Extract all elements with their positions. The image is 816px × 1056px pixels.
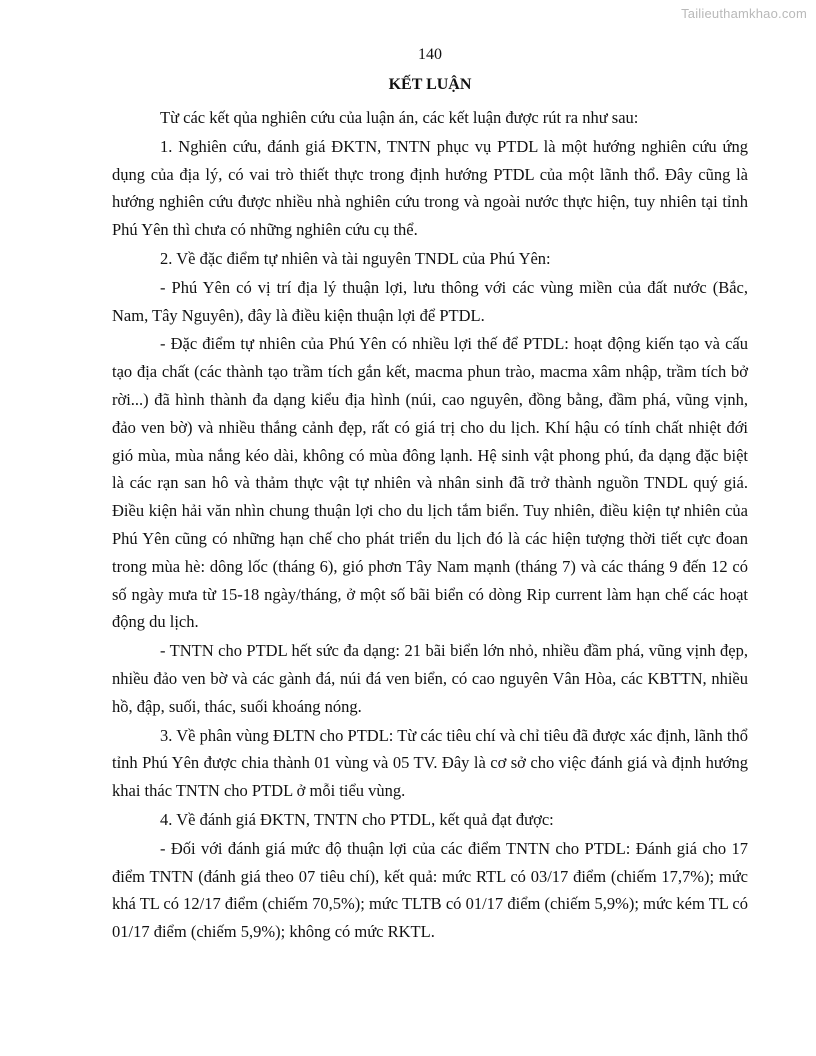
paragraph-conclusion-3: 3. Về phân vùng ĐLTN cho PTDL: Từ các tiêu chí và chỉ tiêu đã được xác định, lãnh thổ tỉnh Phú Yên được chia thành 01 vùng và 05 TV. Đây là cơ sở cho việc đánh giá và định hướng khai thác TNTN cho PTDL ở mỗi tiểu vùng.	[112, 725, 748, 801]
paragraph-natural-features: - Đặc điểm tự nhiên của Phú Yên có nhiều lợi thế để PTDL: hoạt động kiến tạo và cấu tạo địa chất (các thành tạo trầm tích gắn kết, macma phun trào, macma xâm nhập, trầm tích bở rời...) đã hình thành đa dạng kiểu địa hình (núi, cao nguyên, đồng bằng, đầm phá, vũng vịnh, đảo ven bờ) và nhiều thắng cảnh đẹp, rất có giá trị cho du lịch. Khí hậu có tính chất nhiệt đới gió mùa, mùa nắng kéo dài, không có mùa đông lạnh. Hệ sinh vật phong phú, đa dạng đặc biệt là các rạn san hô và thảm thực vật tự nhiên và nhân sinh đã trở thành nguồn TNDL quý giá. Điều kiện hải văn nhìn chung thuận lợi cho du lịch tắm biển. Tuy nhiên, điều kiện tự nhiên của Phú Yên cũng có những hạn chế cho phát triển du lịch đó là các hiện tượng thời tiết cực đoan trong mùa hè: dông lốc (tháng 6), gió phơn Tây Nam mạnh (tháng 7) và các tháng 9 đến 12 có số ngày mưa từ 15-18 ngày/tháng, ở một số bãi biển có dòng Rip current làm hạn chế các hoạt động du lịch.	[112, 334, 748, 632]
document-page	[112, 46, 748, 947]
paragraph-evaluation: - Đối với đánh giá mức độ thuận lợi của các điểm TNTN cho PTDL: Đánh giá cho 17 điểm TNTN (đánh giá theo 07 tiêu chí), kết quả: mức RTL có 03/17 điểm (chiếm 17,7%); mức khá TL có 12/17 điểm (chiếm 70,5%); mức TLTB có 01/17 điểm (chiếm 5,9%); mức kém TL có 01/17 điểm (chiếm 5,9%); không có mức RKTL.	[112, 838, 748, 942]
section-title: KẾT LUẬN	[388, 76, 472, 93]
paragraph-intro: Từ các kết qủa nghiên cứu của luận án, các kết luận được rút ra như sau:	[160, 108, 639, 127]
paragraph-conclusion-2-heading: 2. Về đặc điểm tự nhiên và tài nguyên TNDL của Phú Yên:	[160, 248, 551, 268]
paragraph-conclusion-4-heading: 4. Về đánh giá ĐKTN, TNTN cho PTDL, kết quả đạt được:	[160, 809, 554, 829]
paragraph-conclusion-1: 1. Nghiên cứu, đánh giá ĐKTN, TNTN phục vụ PTDL là một hướng nghiên cứu ứng dụng của địa lý, có vai trò thiết thực trong định hướng PTDL của một lãnh thổ. Đây cũng là hướng nghiên cứu được nhiều nhà nghiên cứu trong và ngoài nước thực hiện, tuy nhiên tại tỉnh Phú Yên thì chưa có những nghiên cứu cụ thể.	[112, 136, 748, 240]
paragraph-location: - Phú Yên có vị trí địa lý thuận lợi, lưu thông với các vùng miền của đất nước (Bắc, Nam, Tây Nguyên), đây là điều kiện thuận lợi để PTDL.	[112, 277, 748, 325]
page-number: 140	[418, 46, 442, 63]
paragraph-natural-resources: - TNTN cho PTDL hết sức đa dạng: 21 bãi biển lớn nhỏ, nhiều đầm phá, vũng vịnh đẹp, nhiều đảo ven bờ và các gành đá, núi đá ven biển, có cao nguyên Vân Hòa, các KBTTN, nhiều hồ, đập, suối, thác, suối khoáng nóng.	[112, 641, 748, 716]
watermark: Tailieuthamkhao.com	[681, 6, 807, 21]
